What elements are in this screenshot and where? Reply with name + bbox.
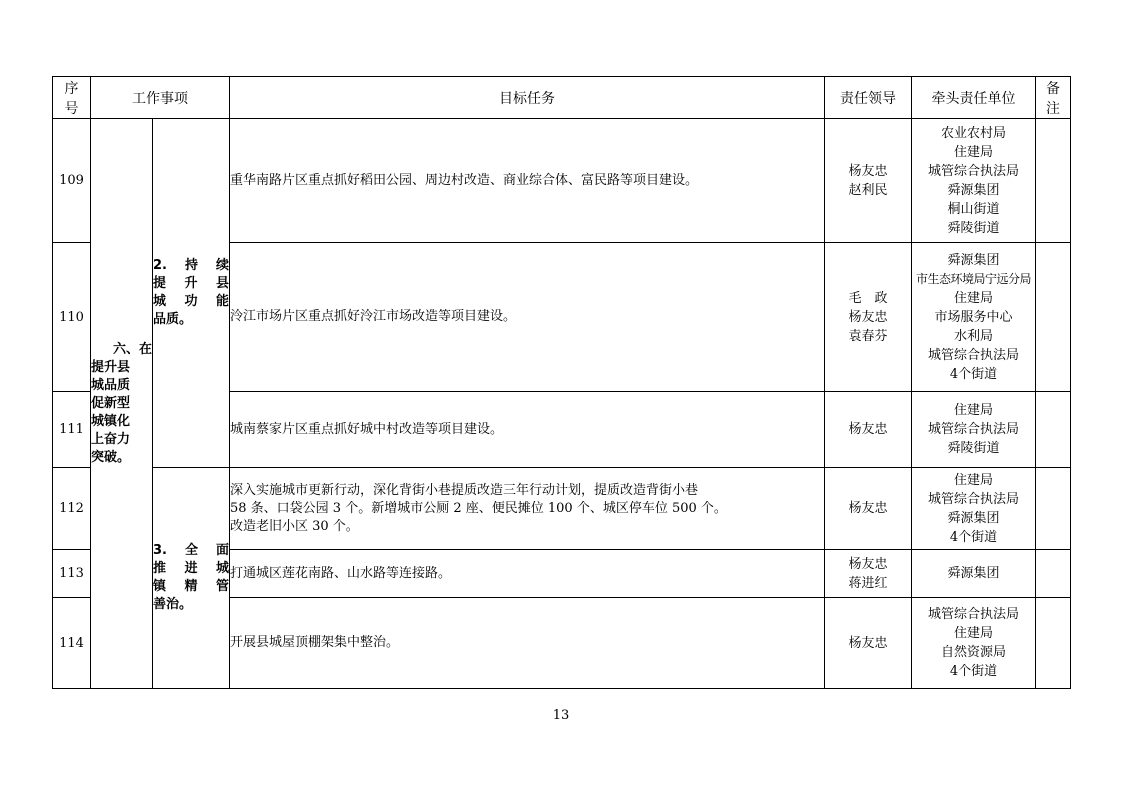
responsible-leader: 毛 政 杨友忠 袁春芬 — [825, 243, 912, 392]
remark-cell — [1036, 468, 1071, 550]
page-number: 13 — [552, 708, 570, 723]
target-task: 打通城区莲花南路、山水路等连接路。 — [230, 550, 825, 598]
subcategory-3-cell: 3. 全 面 推 进 城 镇 精 管 善治。 — [153, 468, 230, 689]
lead-unit: 住建局 城管综合执法局 舜陵街道 — [912, 392, 1036, 468]
responsible-leader: 杨友忠 — [825, 598, 912, 689]
header-unit: 牵头责任单位 — [912, 77, 1036, 119]
target-task: 重华南路片区重点抓好稻田公园、周边村改造、商业综合体、富民路等项目建设。 — [230, 119, 825, 243]
lead-unit: 住建局 城管综合执法局 舜源集团 4个街道 — [912, 468, 1036, 550]
header-work-item: 工作事项 — [91, 77, 230, 119]
target-task: 开展县城屋顶棚架集中整治。 — [230, 598, 825, 689]
header-row — [53, 77, 1071, 119]
target-task: 深入实施城市更新行动，深化背街小巷提质改造三年行动计划，提质改造背街小巷 58 条、口袋公园 3 个。新增城市公厕 2 座、便民摊位 100 个、城区停车位 500 个。 改造老旧小区 30 个。 — [230, 468, 825, 550]
target-task: 泠江市场片区重点抓好泠江市场改造等项目建设。 — [230, 243, 825, 392]
lead-unit: 农业农村局 住建局 城管综合执法局 舜源集团 桐山街道 舜陵街道 — [912, 119, 1036, 243]
responsible-leader: 杨友忠 — [825, 392, 912, 468]
row-number: 109 — [53, 119, 91, 243]
subcategory-2-cell: 2. 持 续 提 升 县 城 功 能 品质。 — [153, 119, 230, 468]
header-remark: 备 注 — [1036, 77, 1071, 119]
task-table — [52, 76, 1071, 689]
row-number: 113 — [53, 550, 91, 598]
category-cell: 六、在 提升县 城品质 促新型 城镇化 上奋力 突破。 — [91, 119, 153, 689]
table-row — [53, 119, 1071, 243]
lead-unit: 舜源集团 市生态环境局宁远分局 住建局 市场服务中心 水利局 城管综合执法局 4个街道 — [912, 243, 1036, 392]
remark-cell — [1036, 119, 1071, 243]
target-task: 城南蔡家片区重点抓好城中村改造等项目建设。 — [230, 392, 825, 468]
responsible-leader: 杨友忠 蒋进红 — [825, 550, 912, 598]
row-number: 111 — [53, 392, 91, 468]
header-leader: 责任领导 — [825, 77, 912, 119]
remark-cell — [1036, 392, 1071, 468]
row-number: 114 — [53, 598, 91, 689]
responsible-leader: 杨友忠 赵利民 — [825, 119, 912, 243]
responsible-leader: 杨友忠 — [825, 468, 912, 550]
header-target-task: 目标任务 — [230, 77, 825, 119]
table-row — [53, 468, 1071, 550]
row-number: 112 — [53, 468, 91, 550]
row-number: 110 — [53, 243, 91, 392]
remark-cell — [1036, 598, 1071, 689]
remark-cell — [1036, 243, 1071, 392]
lead-unit: 舜源集团 — [912, 550, 1036, 598]
header-seq: 序 号 — [53, 77, 91, 119]
lead-unit: 城管综合执法局 住建局 自然资源局 4个街道 — [912, 598, 1036, 689]
remark-cell — [1036, 550, 1071, 598]
